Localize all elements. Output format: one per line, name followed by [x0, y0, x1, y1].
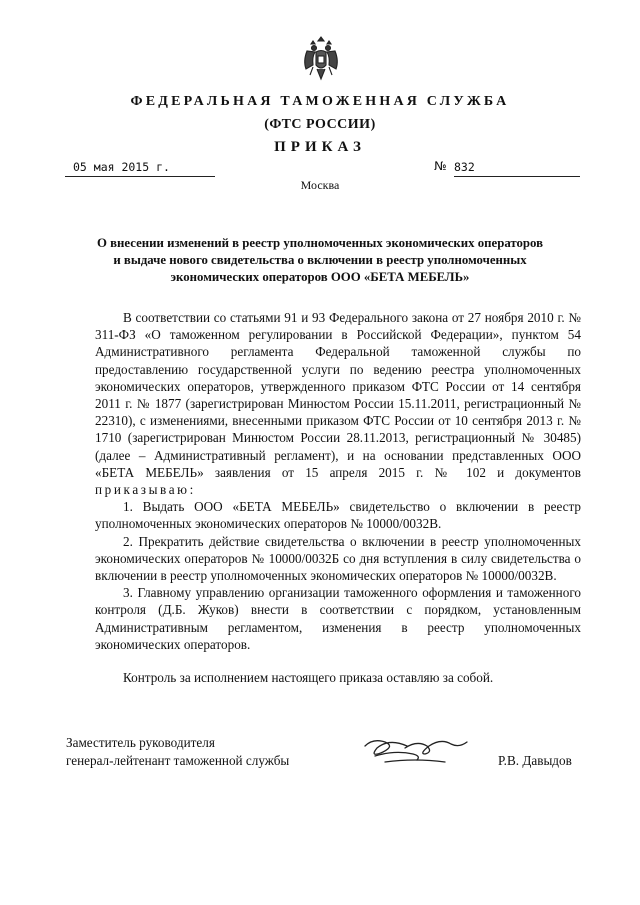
- document-title-line: и выдаче нового свидетельства о включении в реестр уполномоченных: [113, 253, 527, 267]
- agency-name: ФЕДЕРАЛЬНАЯ ТАМОЖЕННАЯ СЛУЖБА: [130, 94, 510, 109]
- signer-name: Р.В. Давыдов: [498, 753, 572, 768]
- order-title: ПРИКАЗ: [274, 139, 366, 155]
- order-word: приказываю:: [95, 482, 196, 498]
- handwritten-signature-icon: [355, 732, 475, 772]
- order-body: [95, 309, 581, 686]
- signatory-position: [66, 734, 289, 770]
- double-headed-eagle-emblem-icon: [301, 35, 341, 87]
- order-number-field: [454, 160, 580, 177]
- order-item-1: 1. Выдать ООО «БЕТА МЕБЕЛЬ» свидетельство о включении в реестр уполномоченных экономических операторов № 10000/0032В.: [95, 499, 581, 532]
- order-date-field: [65, 160, 215, 177]
- control-statement: Контроль за исполнением настоящего приказа оставляю за собой.: [123, 670, 494, 686]
- preamble-paragraph: [95, 309, 581, 498]
- position-line: Заместитель руководителя: [66, 735, 215, 750]
- order-number-label: №: [434, 159, 447, 173]
- order-date: 05 мая 2015 г.: [73, 160, 170, 174]
- position-line: генерал-лейтенант таможенной службы: [66, 753, 290, 768]
- document-title-line: О внесении изменений в реестр уполномоченных экономических операторов: [96, 236, 544, 250]
- order-number: 832: [454, 160, 475, 174]
- document-title: [70, 235, 570, 286]
- agency-abbreviation: (ФТС РОССИИ): [264, 117, 376, 132]
- document-title-line: экономических операторов ООО «БЕТА МЕБЕЛЬ»: [170, 270, 470, 284]
- issue-city: Москва: [300, 178, 340, 192]
- order-item-2: 2. Прекратить действие свидетельства о включении в реестр уполномоченных экономических операторов № 10000/0032Б со дня вступления в силу свидетельства о включении в реестр уполномоченных экономических операторов № 10000/0032В.: [95, 533, 581, 584]
- order-item-3: 3. Главному управлению организации таможенного оформления и таможенного контроля (Д.Б. Жуков) внести в соответствии с порядком, установленным Административным регламентом, изменения в реестр уполномоченных экономических операторов.: [95, 585, 581, 652]
- preamble-text: В соответствии со статьями 91 и 93 Федерального закона от 27 ноября 2010 г. № 311-ФЗ «О таможенном регулировании в Российской Федерации», пунктом 54 Административного регламента Федеральной таможенной службы по предоставлению государственной услуги по ведению реестра уполномоченных экономических операторов, утвержденного приказом ФТС России от 14 сентября 2011 г. № 1877 (зарегистрирован Минюстом России 15.11.2011, регистрационный № 22310), с изменениями, внесенными приказом ФТС России от 10 сентября 2013 г. № 1710 (зарегистрирован Минюстом России 28.11.2013, регистрационный № 30485) (далее – Административный регламент), и на основании представленных ООО «БЕТА МЕБЕЛЬ» заявления от 15 апреля 2015 г. № 102 и документов: [95, 310, 581, 480]
